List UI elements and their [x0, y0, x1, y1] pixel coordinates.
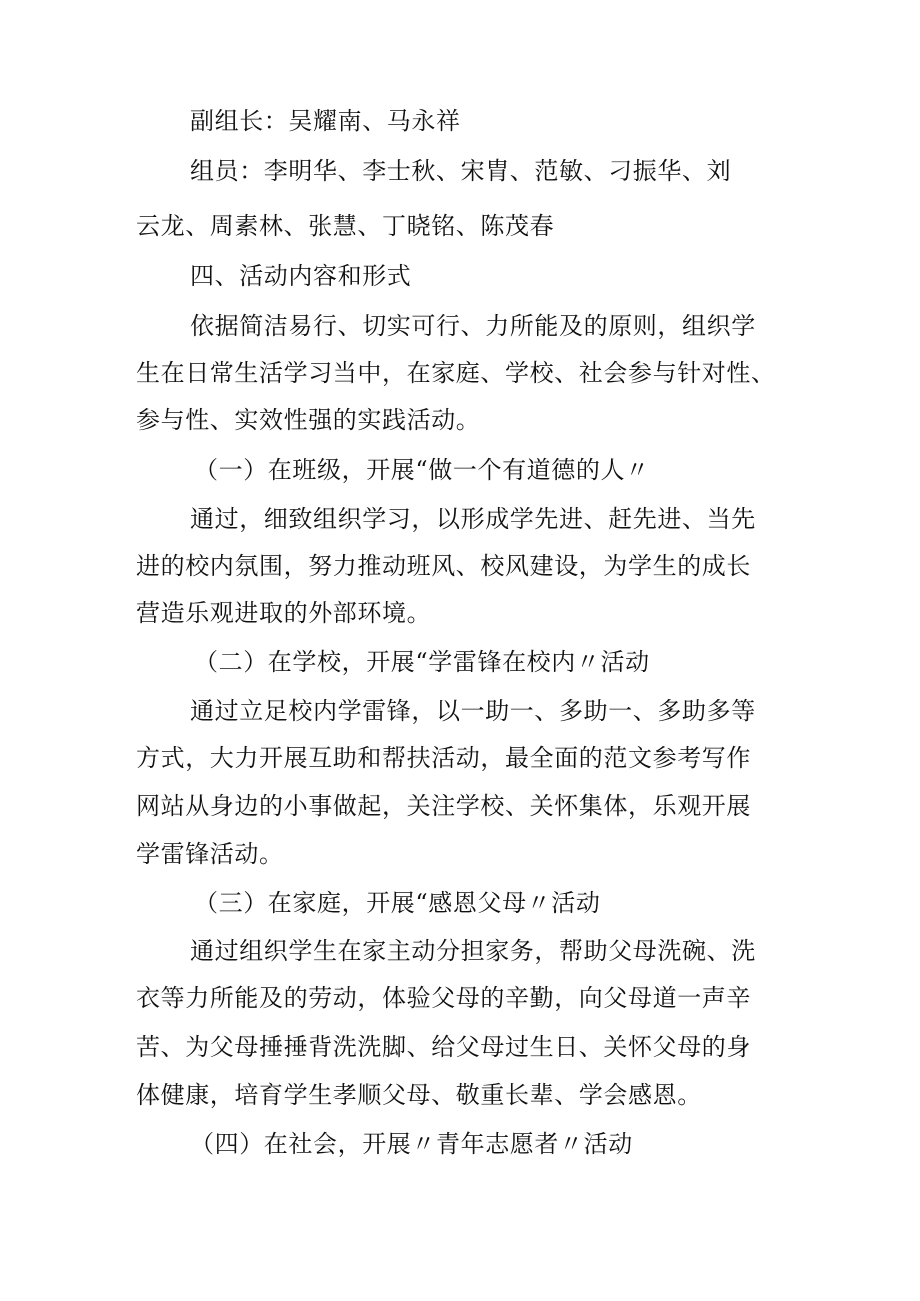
paragraph-line: 通过组织学生在家主动分担家务，帮助父母洗碗、洗: [190, 937, 756, 965]
paragraph-line: 通过，细致组织学习，以形成学先进、赶先进、当先: [190, 505, 756, 533]
paragraph-line: 苦、为父母捶捶背洗洗脚、给父母过生日、关怀父母的身: [136, 1033, 751, 1061]
paragraph-line: 参与性、实效性强的实践活动。: [136, 406, 481, 434]
paragraph-line: 营造乐观进取的外部环境。: [136, 599, 432, 627]
paragraph-line: 方式，大力开展互助和帮扶活动，最全面的范文参考写作: [136, 744, 751, 772]
section-heading-4: 四、活动内容和形式: [190, 262, 412, 290]
paragraph-line: 通过立足校内学雷锋，以一助一、多助一、多助多等: [190, 697, 756, 725]
paragraph-line: 体健康，培育学生孝顺父母、敬重长辈、学会感恩。: [136, 1081, 702, 1109]
deputy-leader-line: 副组长：吴耀南、马永祥: [190, 107, 461, 135]
members-line: 组员：李明华、李士秋、宋胄、范敏、刁振华、刘: [190, 157, 732, 185]
paragraph-line: 进的校内氛围，努力推动班风、校风建设，为学生的成长: [136, 552, 751, 580]
paragraph-line: 生在日常生活学习当中，在家庭、学校、社会参与针对性、: [136, 359, 776, 387]
subheading-school: （二）在学校，开展“学雷锋在校内〃活动: [194, 648, 650, 676]
members-line-cont: 云龙、周素林、张慧、丁晓铭、陈茂春: [136, 212, 555, 240]
paragraph-line: 网站从身边的小事做起，关注学校、关怀集体，乐观开展: [136, 792, 751, 820]
subheading-class: （一）在班级，开展“做一个有道德的人〃: [194, 456, 650, 484]
paragraph-line: 学雷锋活动。: [136, 840, 284, 868]
subheading-society: （四）在社会，开展〃青年志愿者〃活动: [190, 1130, 633, 1158]
paragraph-line: 衣等力所能及的劳动，体验父母的辛勤，向父母道一声辛: [136, 984, 751, 1012]
paragraph-line: 依据简洁易行、切实可行、力所能及的原则，组织学: [190, 312, 756, 340]
subheading-family: （三）在家庭，开展“感恩父母〃活动: [194, 889, 601, 917]
